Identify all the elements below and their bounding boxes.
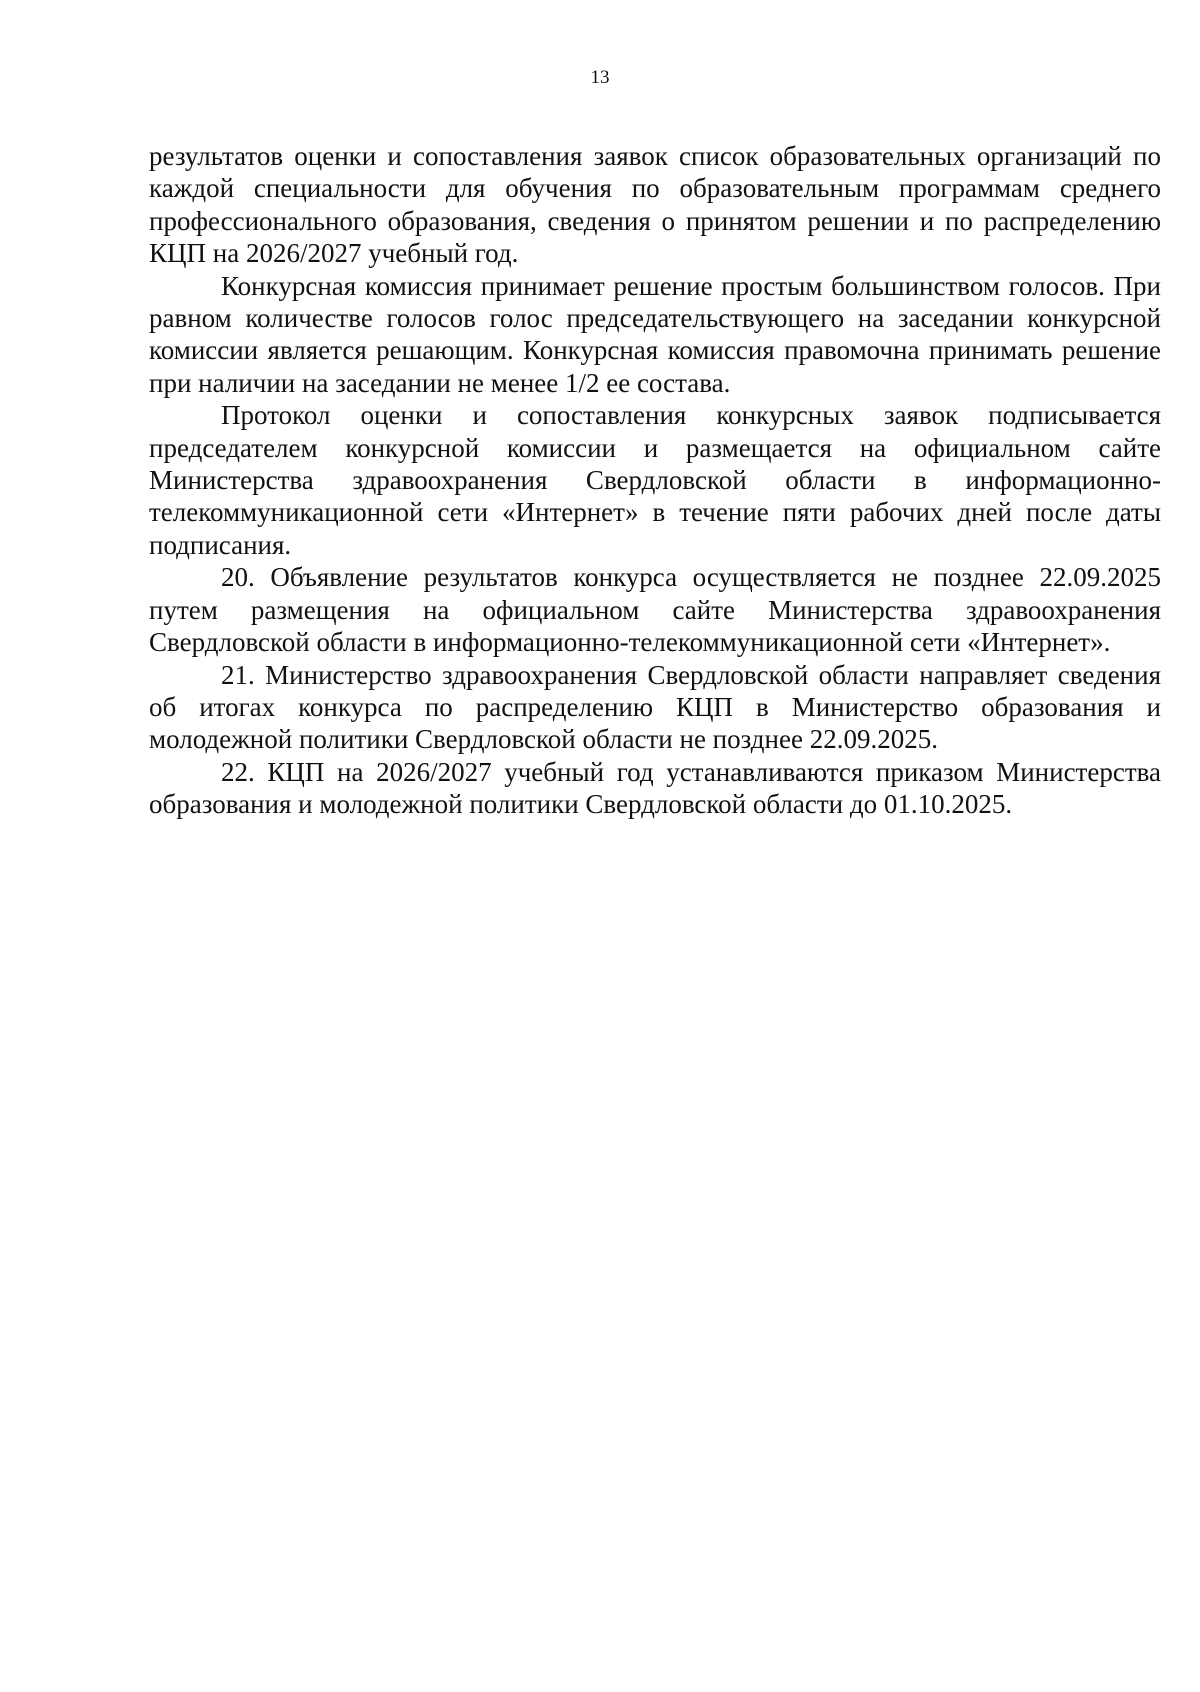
paragraph-protocol: Протокол оценки и сопоставления конкурсных заявок подписывается председателем конкурсной комиссии и размещается на официальном сайте Министерства здравоохранения Свердловской области в информационно-телекоммуникационной сети «Интернет» в течение пяти рабочих дней после даты подписания.: [149, 400, 1161, 560]
document-body: [149, 140, 1161, 821]
paragraph-continuation: результатов оценки и сопоставления заявок список образовательных организаций по каждой специальности для обучения по образовательным программам среднего профессионального образования, сведения о принятом решении и по распределению КЦП на 2026/2027 учебный год.: [149, 141, 1161, 269]
paragraph-item-21: 21. Министерство здравоохранения Свердловской области направляет сведения об итогах конкурса по распределению КЦП в Министерство образования и молодежной политики Свердловской области не позднее 22.09.2025.: [149, 659, 1161, 755]
paragraph-commission-decision: Конкурсная комиссия принимает решение простым большинством голосов. При равном количестве голосов голос председательствующего на заседании конкурсной комиссии является решающим. Конкурсная комиссия правомочна принимать решение при наличии на заседании не менее 1/2 ее состава.: [149, 270, 1161, 398]
page-number: 13: [590, 67, 610, 88]
paragraph-item-22: 22. КЦП на 2026/2027 учебный год устанавливаются приказом Министерства образования и молодежной политики Свердловской области до 01.10.2025.: [149, 756, 1161, 820]
paragraph-item-20: 20. Объявление результатов конкурса осуществляется не позднее 22.09.2025 путем размещения на официальном сайте Министерства здравоохранения Свердловской области в информационно-телекоммуникационной сети «Интернет».: [149, 562, 1161, 658]
